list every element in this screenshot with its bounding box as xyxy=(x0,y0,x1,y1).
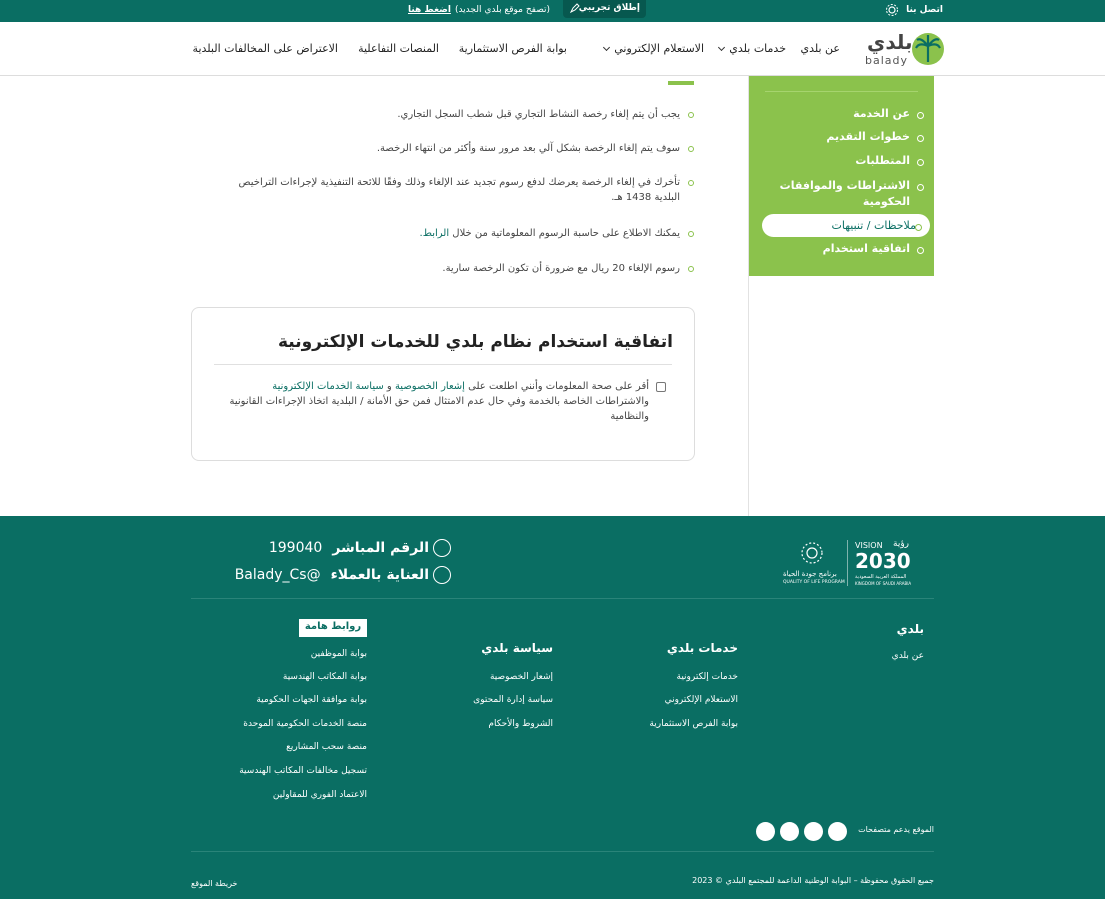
qol-emblem-icon xyxy=(797,538,827,568)
footer-divider xyxy=(191,851,934,852)
chevron-down-icon xyxy=(718,44,725,51)
vision-year: 2030 xyxy=(855,549,911,573)
gear-icon[interactable] xyxy=(885,3,899,17)
sitemap-link[interactable]: خريطة الموقع xyxy=(191,879,238,888)
rocket-icon xyxy=(569,3,580,14)
sidebar-item-conditions[interactable]: الاشتراطات والموافقات الحكومية xyxy=(764,178,924,210)
footer-link[interactable]: بوابة الموظفين xyxy=(310,649,367,659)
footer-link[interactable]: الاعتماد الفوري للمقاولين xyxy=(272,790,367,800)
footer-col-services-title: خدمات بلدي xyxy=(666,641,738,655)
chrome-icon xyxy=(756,822,775,841)
footer-link[interactable]: بوابة موافقة الجهات الحكومية xyxy=(256,695,367,705)
vision-2030-logo xyxy=(783,538,928,588)
vision-ar: رؤية xyxy=(893,539,910,549)
safari-icon xyxy=(828,822,847,841)
qol-ar: برنامج جودة الحياة xyxy=(783,570,837,578)
nav-inquiry[interactable] xyxy=(604,42,704,55)
logo-text-ar: بلدي xyxy=(867,30,913,54)
sidebar-item-notes[interactable]: ملاحظات / تنبيهات xyxy=(762,214,930,237)
balady-logo[interactable] xyxy=(863,30,945,68)
edge-icon xyxy=(804,822,823,841)
nav-platforms[interactable] xyxy=(358,42,439,55)
footer-col-policy-title: سياسة بلدي xyxy=(481,641,553,655)
customer-care[interactable] xyxy=(235,567,429,583)
footer-link[interactable]: عن بلدي xyxy=(891,651,924,661)
footer-link[interactable]: بوابة المكاتب الهندسية xyxy=(282,672,367,682)
eservices-policy-link[interactable]: سياسة الخدمات الإلكترونية xyxy=(272,381,384,392)
top-bar xyxy=(0,0,1105,22)
note-text: يمكنك الاطلاع على حاسبة الرسوم المعلوماتية من خلال xyxy=(452,228,680,239)
nav-about-label: عن بلدي xyxy=(800,42,840,55)
logo-text-en: balady xyxy=(865,54,909,67)
content-divider xyxy=(748,76,749,516)
privacy-notice-link[interactable]: إشعار الخصوصية xyxy=(394,381,465,392)
footer-link[interactable]: تسجيل مخالفات المكاتب الهندسية xyxy=(239,766,367,776)
footer-link[interactable]: الاستعلام الإلكتروني xyxy=(664,695,738,705)
agreement-checkbox[interactable] xyxy=(656,382,666,392)
phone-icon xyxy=(433,539,451,557)
sidebar-divider xyxy=(765,91,918,92)
sidebar-item-requirements[interactable]: المتطلبات xyxy=(764,153,924,169)
footer-link[interactable]: إشعار الخصوصية xyxy=(489,672,553,682)
care-value: @Balady_Cs xyxy=(234,567,321,583)
section-accent xyxy=(668,81,694,85)
promo-link[interactable]: اضغط هنا xyxy=(408,5,451,15)
important-links-tag: روابط هامة xyxy=(299,619,367,637)
note-item: تأخرك في إلغاء الرخصة يعرضك لدفع رسوم تجديد عند الإلغاء وذلك وفقًا للائحة التنفيذية لإجراءات التراخيص البلدية 1438 هـ. xyxy=(214,175,694,205)
hotline-label: الرقم المباشر xyxy=(332,540,429,556)
agreement-title: اتفاقية استخدام نظام بلدي للخدمات الإلكترونية xyxy=(277,332,673,352)
note-item: يجب أن يتم إلغاء رخصة النشاط التجاري قبل شطب السجل التجاري. xyxy=(374,107,694,122)
agreement-divider xyxy=(214,364,672,365)
twitter-icon xyxy=(433,566,451,584)
footer-link[interactable]: بوابة الفرص الاستثمارية xyxy=(649,719,738,729)
promo-label: (تصفح موقع بلدي الجديد) xyxy=(454,5,551,15)
browsers-label: الموقع يدعم متصفحات xyxy=(858,825,934,834)
nav-objection-label: الاعتراض على المخالفات البلدية xyxy=(192,42,338,55)
footer-link[interactable]: خدمات إلكترونية xyxy=(676,672,738,682)
sidebar-item-agreement[interactable]: اتفاقية استخدام xyxy=(764,241,924,257)
hotline[interactable] xyxy=(269,540,429,556)
qol-en: QUALITY OF LIFE PROGRAM xyxy=(783,580,845,585)
nav-services-label: خدمات بلدي xyxy=(729,42,786,55)
contact-us-link[interactable]: اتصل بنا xyxy=(906,5,943,15)
nav-investment[interactable] xyxy=(459,42,567,55)
kingdom-en: KINGDOM OF SAUDI ARABIA xyxy=(855,581,912,586)
hotline-value: 199040 xyxy=(268,540,323,556)
chevron-down-icon xyxy=(603,44,610,51)
kingdom-ar: المملكة العربية السعودية xyxy=(855,574,907,580)
agreement-text-a: أقر على صحة المعلومات وأنني اطلعت على xyxy=(468,381,649,392)
footer-link[interactable]: سياسة إدارة المحتوى xyxy=(473,695,553,705)
sidebar-item-about-service[interactable]: عن الخدمة xyxy=(764,106,924,122)
footer-link[interactable]: منصة الخدمات الحكومية الموحدة xyxy=(243,719,367,729)
care-label: العناية بالعملاء xyxy=(330,567,429,583)
site-footer xyxy=(0,516,1105,899)
nav-investment-label: بوابة الفرص الاستثمارية xyxy=(458,42,567,55)
footer-col-balady-title: بلدي xyxy=(896,622,924,636)
agreement-text-b: والاشتراطات الخاصة بالخدمة وفي حال عدم الامتثال فمن حق الأمانة / البلدية اتخاذ الإجراءات القانونية والنظامية xyxy=(229,396,649,422)
agreement-card xyxy=(191,307,695,461)
footer-link[interactable]: الشروط والأحكام xyxy=(488,719,553,729)
service-sidebar xyxy=(749,76,934,276)
agreement-and: و xyxy=(386,381,392,392)
fees-calculator-link[interactable]: الرابط. xyxy=(419,228,450,239)
vision-title: VISION xyxy=(855,541,883,550)
note-item xyxy=(374,226,694,241)
supported-browsers xyxy=(756,821,852,841)
nav-about[interactable] xyxy=(800,42,840,55)
promo-text xyxy=(408,5,550,15)
footer-link[interactable]: منصة سحب المشاريع xyxy=(286,742,367,752)
note-item: رسوم الإلغاء 20 ريال مع ضرورة أن تكون الرخصة سارية. xyxy=(374,261,694,276)
sidebar-item-steps[interactable]: خطوات التقديم xyxy=(764,129,924,145)
palm-logo-icon xyxy=(911,32,945,66)
trial-label: إطلاق تجريبي xyxy=(578,3,640,13)
trial-launch-badge xyxy=(563,0,646,18)
vision-divider xyxy=(847,540,848,586)
firefox-icon xyxy=(780,822,799,841)
main-header xyxy=(0,22,1105,76)
nav-objection[interactable] xyxy=(193,42,338,55)
nav-services[interactable] xyxy=(719,42,786,55)
agreement-text xyxy=(229,379,649,424)
footer-divider xyxy=(191,598,934,599)
nav-inquiry-label: الاستعلام الإلكتروني xyxy=(614,42,704,55)
copyright: جميع الحقوق محفوظة – البوابة الوطنية الداعمة للمجتمع البلدي © 2023 xyxy=(692,876,934,885)
nav-platforms-label: المنصات التفاعلية xyxy=(358,42,439,55)
note-item: سوف يتم إلغاء الرخصة بشكل آلي بعد مرور سنة وأكثر من انتهاء الرخصة. xyxy=(374,141,694,156)
